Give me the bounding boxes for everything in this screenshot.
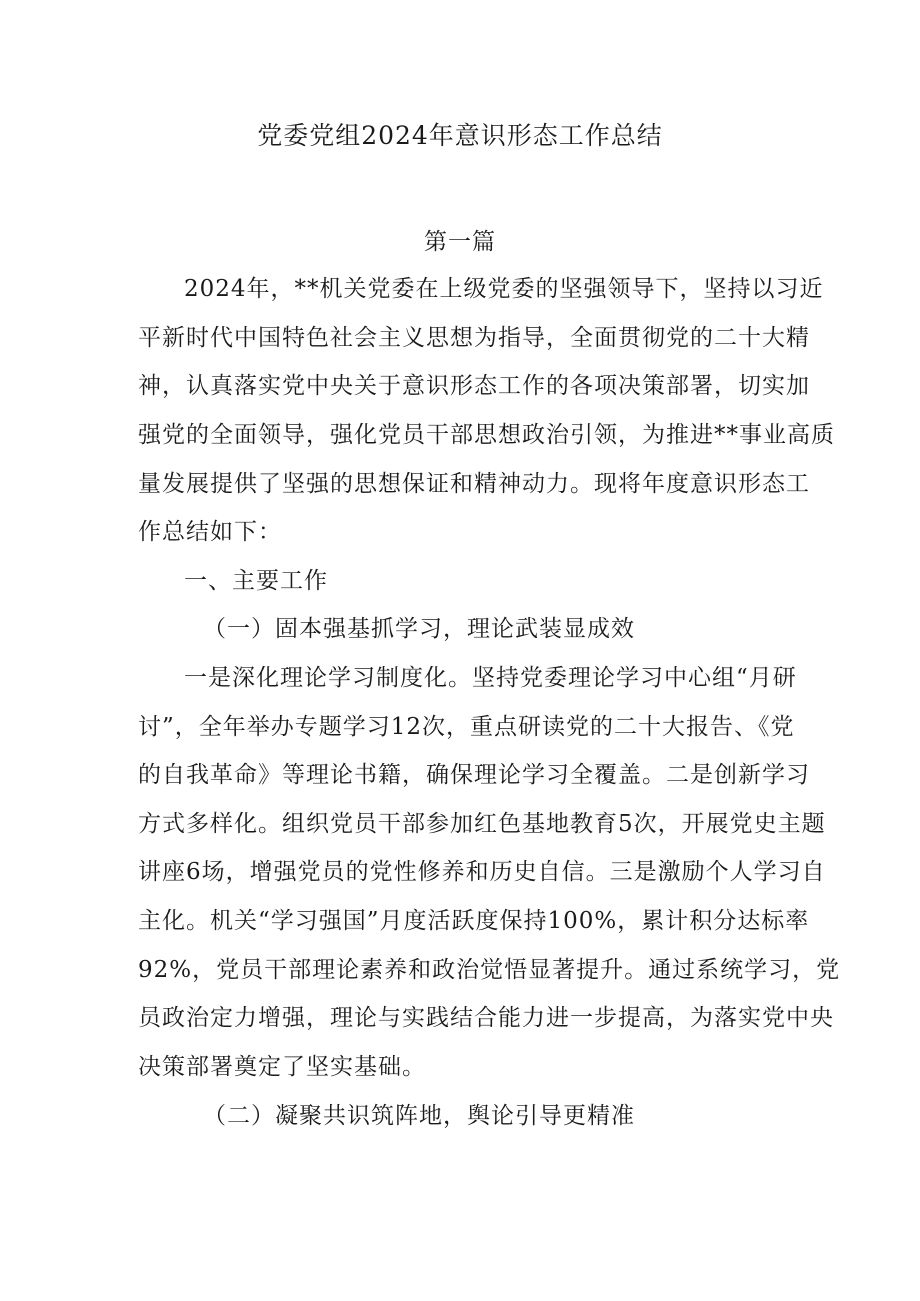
paragraph-line: 主化。机关“学习强国”月度活跃度保持100%，累计积分达标率: [138, 908, 810, 934]
paragraph-line: 讨”，全年举办专题学习12次，重点研读党的二十大报告、《党: [138, 714, 795, 740]
paragraph-line: 方式多样化。组织党员干部参加红色基地教育5次，开展党史主题: [138, 811, 826, 837]
intro-line: 2024年，**机关党委在上级党委的坚强领导下，坚持以习近: [184, 276, 824, 302]
subsection-heading: （二）凝聚共识筑阵地，舆论引导更精准: [203, 1103, 635, 1129]
intro-line: 神，认真落实党中央关于意识形态工作的各项决策部署，切实加: [138, 373, 810, 399]
document-title: 党委党组2024年意识形态工作总结: [257, 121, 663, 150]
intro-line: 平新时代中国特色社会主义思想为指导，全面贯彻党的二十大精: [138, 325, 810, 351]
section-heading: 一、主要工作: [184, 568, 328, 594]
intro-line: 作总结如下：: [138, 519, 282, 545]
subsection-heading: （一）固本强基抓学习，理论武装显成效: [203, 616, 635, 642]
part-heading: 第一篇: [424, 229, 496, 255]
paragraph-line: 员政治定力增强，理论与实践结合能力进一步提高，为落实党中央: [138, 1005, 834, 1031]
paragraph-line: 的自我革命》等理论书籍，确保理论学习全覆盖。二是创新学习: [138, 762, 810, 788]
paragraph-line: 讲座6场，增强党员的党性修养和历史自信。三是激励个人学习自: [138, 859, 826, 885]
paragraph-line: 决策部署奠定了坚实基础。: [138, 1054, 426, 1080]
intro-line: 强党的全面领导，强化党员干部思想政治引领，为推进**事业高质: [138, 422, 835, 448]
paragraph-line: 一是深化理论学习制度化。坚持党委理论学习中心组“月研: [184, 665, 797, 691]
intro-line: 量发展提供了坚强的思想保证和精神动力。现将年度意识形态工: [138, 471, 810, 497]
paragraph-line: 92%，党员干部理论素养和政治觉悟显著提升。通过系统学习，党: [138, 957, 841, 983]
